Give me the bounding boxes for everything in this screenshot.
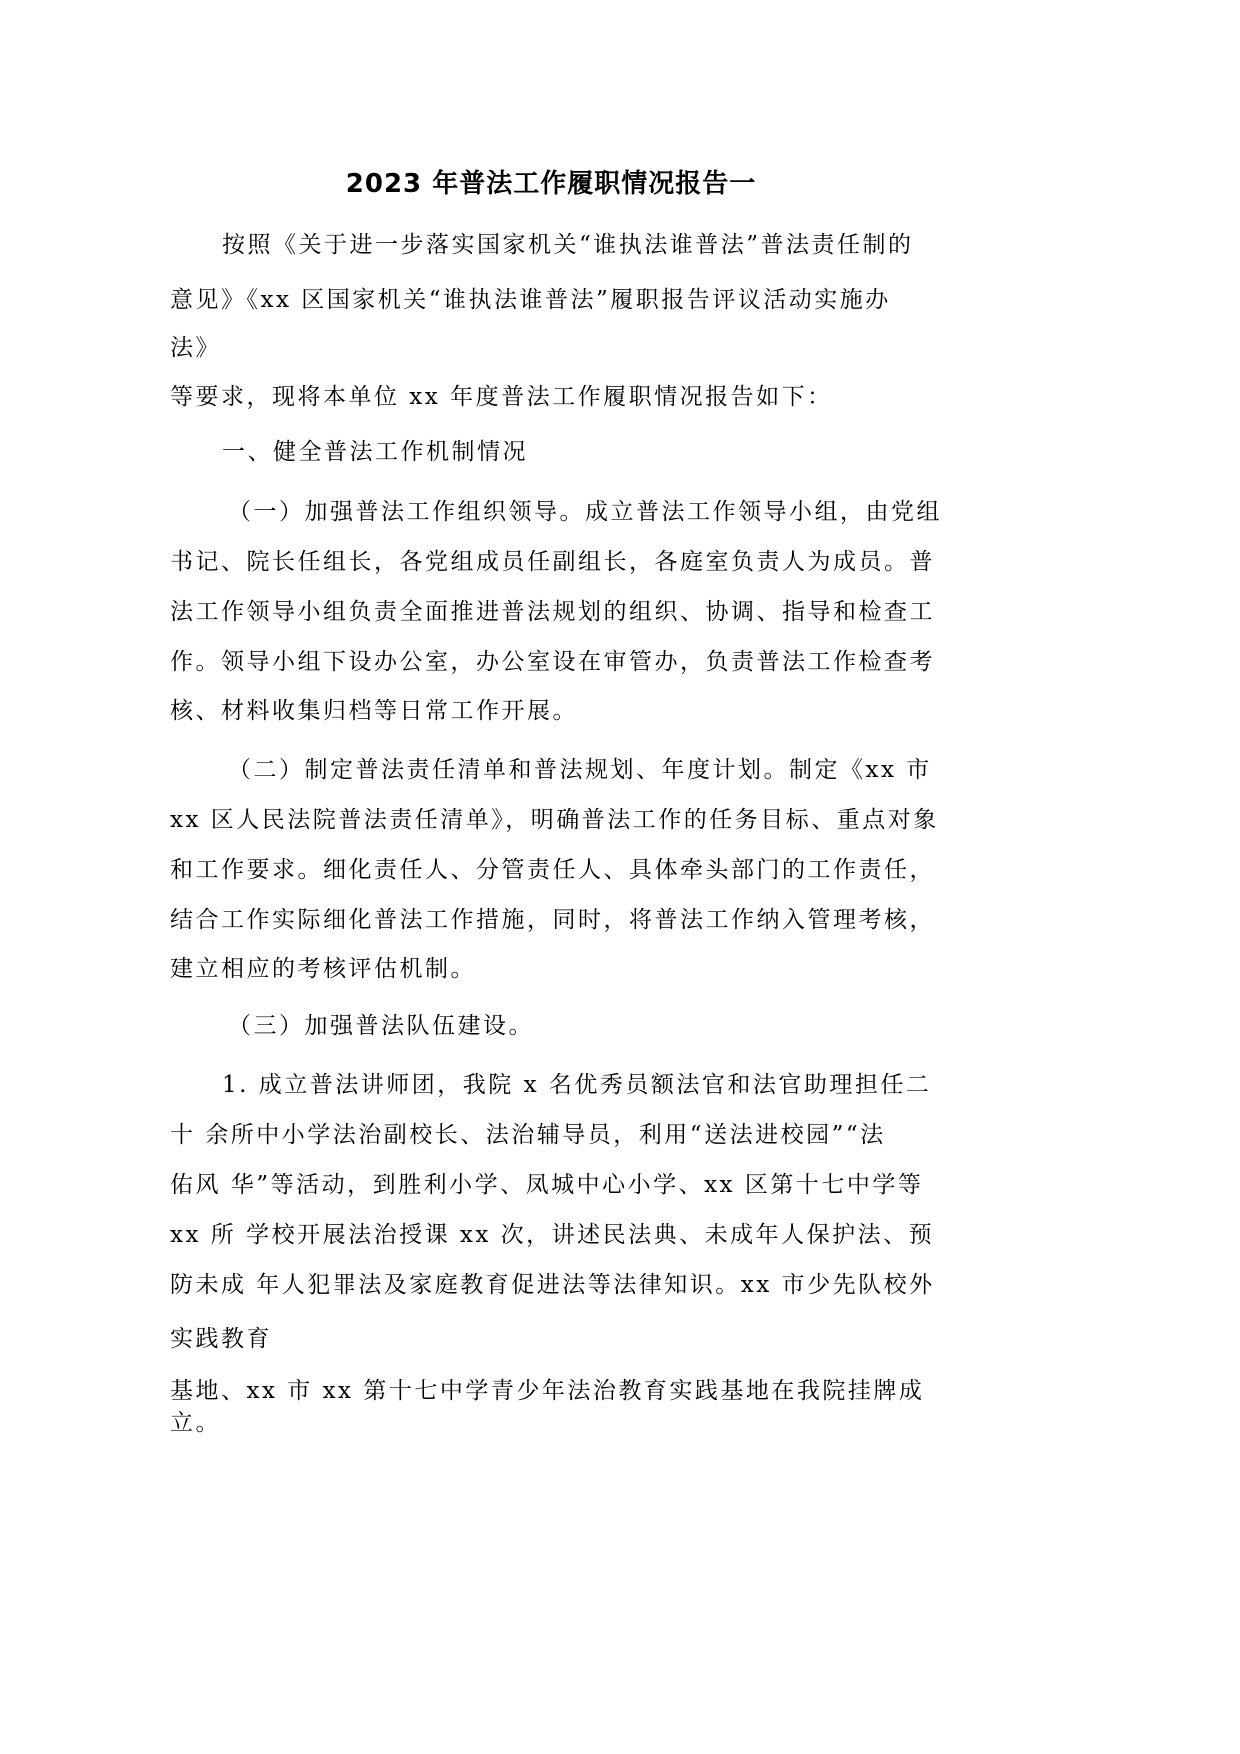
paragraph-line: 基地、xx 市 xx 第十七中学青少年法治教育实践基地在我院挂牌成 — [170, 1378, 925, 1404]
paragraph-line: 核、材料收集归档等日常工作开展。 — [170, 698, 578, 724]
paragraph-line: 1. 成立普法讲师团，我院 x 名优秀员额法官和法官助理担任二 — [222, 1072, 932, 1098]
paragraph-line: 法工作领导小组负责全面推进普法规划的组织、协调、指导和检查工 — [170, 599, 935, 625]
subsection-heading: （三）加强普法队伍建设。 — [228, 1013, 534, 1039]
paragraph-line: xx 区人民法院普法责任清单》，明确普法工作的任务目标、重点对象 — [170, 807, 939, 833]
paragraph-line: 结合工作实际细化普法工作措施，同时，将普法工作纳入管理考核， — [170, 907, 935, 933]
paragraph-line: 立。 — [170, 1410, 221, 1436]
paragraph-line: 实践教育 — [170, 1326, 272, 1352]
paragraph-line: 按照《关于进一步落实国家机关“谁执法谁普法”普法责任制的 — [222, 232, 914, 258]
paragraph-line: 防未成 年人犯罪法及家庭教育促进法等法律知识。xx 市少先队校外 — [170, 1272, 935, 1298]
paragraph-line: 建立相应的考核评估机制。 — [170, 956, 476, 982]
paragraph-line: （二）制定普法责任清单和普法规划、年度计划。制定《xx 市 — [228, 757, 932, 783]
paragraph-line: 佑风 华”等活动，到胜利小学、凤城中心小学、xx 区第十七中学等 — [170, 1172, 924, 1198]
paragraph-line: 法》 — [170, 335, 221, 361]
paragraph-line: xx 所 学校开展法治授课 xx 次，讲述民法典、未成年人保护法、预 — [170, 1222, 935, 1248]
document-title: 2023 年普法工作履职情况报告一 — [345, 169, 757, 199]
paragraph-line: 作。领导小组下设办公室，办公室设在审管办，负责普法工作检查考 — [170, 649, 935, 675]
paragraph-line: 和工作要求。细化责任人、分管责任人、具体牵头部门的工作责任， — [170, 857, 935, 883]
paragraph-line: 书记、院长任组长，各党组成员任副组长，各庭室负责人为成员。普 — [170, 549, 935, 575]
section-heading: 一、健全普法工作机制情况 — [222, 439, 528, 465]
paragraph-line: 等要求，现将本单位 xx 年度普法工作履职情况报告如下： — [170, 384, 833, 410]
paragraph-line: （一）加强普法工作组织领导。成立普法工作领导小组，由党组 — [228, 499, 942, 525]
paragraph-line: 意见》《xx 区国家机关“谁执法谁普法”履职报告评议活动实施办 — [170, 287, 891, 313]
paragraph-line: 十 余所中小学法治副校长、法治辅导员，利用“送法进校园”“法 — [170, 1122, 886, 1148]
